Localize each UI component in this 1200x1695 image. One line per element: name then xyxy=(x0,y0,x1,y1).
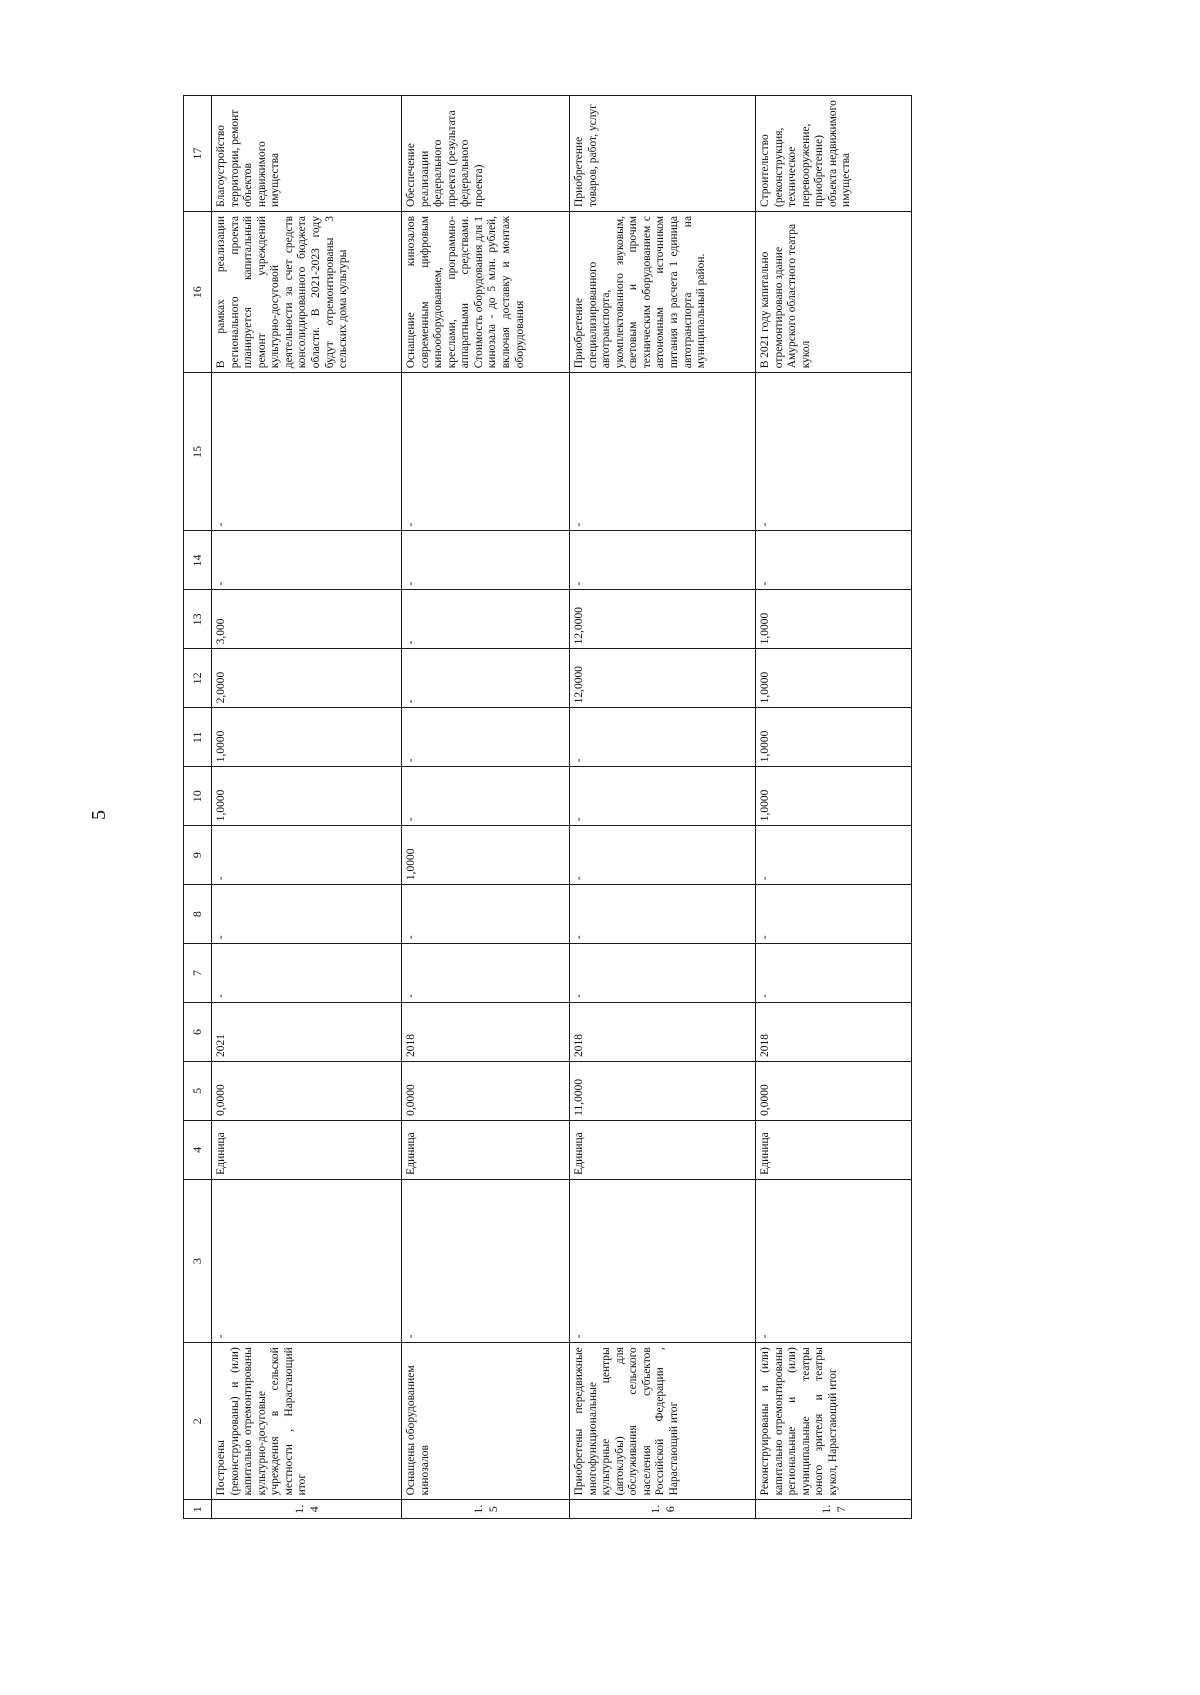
indicator-name: Реконструированы и (или) капитально отремонтированы региональные и (или) муниципальные театры юного зрителя и театры кукол, Нарастающий итог xyxy=(756,1343,912,1500)
cell-col-14: - xyxy=(756,531,912,590)
unit-cell: Единица xyxy=(570,1120,756,1179)
row-id: 1.5 xyxy=(402,1500,570,1519)
cell-col-12: 1,0000 xyxy=(756,649,912,708)
indicator-name: Приобретены передвижные многофункциональные культурные центры (автоклубы) для обслуживания сельского населения субъектов Российской Федерации , Нарастающий итог xyxy=(570,1343,756,1500)
cell-col-8: - xyxy=(570,885,756,944)
cell-col-14: - xyxy=(402,531,570,590)
cell-col-11: - xyxy=(402,708,570,767)
col-header-3: 3 xyxy=(184,1179,212,1342)
cell-col-13: 1,0000 xyxy=(756,590,912,649)
table-row xyxy=(402,96,570,1519)
rotated-table-wrapper xyxy=(183,95,911,1519)
col-header-17: 17 xyxy=(184,96,212,212)
cell-col-15: - xyxy=(402,373,570,531)
row-id: 1.6 xyxy=(570,1500,756,1519)
cell-col-14: - xyxy=(570,531,756,590)
indicator-name: Построены (реконструированы) и (или) капитально отремонтированы культурно-досуговые учреждения в сельской местности , Нарастающий итог xyxy=(212,1343,402,1500)
cell-col-14: - xyxy=(212,531,402,590)
page-number: 5 xyxy=(88,810,110,820)
cell-col-8: - xyxy=(756,885,912,944)
unit-cell: Единица xyxy=(756,1120,912,1179)
description-cell: Оснащение кинозалов современным цифровым кинооборудованием, креслами, программно-аппаратными средствами. Стоимость оборудования для 1 кинозала - до 5 млн. рублей, включая доставку и монтаж оборудования xyxy=(402,211,570,372)
base-value-cell: 0,0000 xyxy=(756,1061,912,1120)
table-row xyxy=(570,96,756,1519)
cell-col-3: - xyxy=(570,1179,756,1342)
col-header-10: 10 xyxy=(184,767,212,826)
type-cell: Благоустройство территории, ремонт объектов недвижимого имущества xyxy=(212,96,402,212)
indicators-table xyxy=(183,95,912,1519)
cell-col-11: 1,0000 xyxy=(756,708,912,767)
base-year-cell: 2018 xyxy=(756,1003,912,1062)
cell-col-8: - xyxy=(402,885,570,944)
cell-col-13: - xyxy=(402,590,570,649)
cell-col-7: - xyxy=(756,944,912,1003)
type-cell: Приобретение товаров, работ, услуг xyxy=(570,96,756,212)
cell-col-15: - xyxy=(756,373,912,531)
cell-col-15: - xyxy=(570,373,756,531)
cell-col-10: 1,0000 xyxy=(756,767,912,826)
cell-col-7: - xyxy=(212,944,402,1003)
col-header-4: 4 xyxy=(184,1120,212,1179)
type-cell: Обеспечение реализации федерального проекта (результата федерального проекта) xyxy=(402,96,570,212)
cell-col-13: 3,000 xyxy=(212,590,402,649)
cell-col-9: - xyxy=(212,826,402,885)
col-header-2: 2 xyxy=(184,1343,212,1500)
cell-col-9: - xyxy=(570,826,756,885)
col-header-7: 7 xyxy=(184,944,212,1003)
cell-col-3: - xyxy=(402,1179,570,1342)
base-year-cell: 2018 xyxy=(570,1003,756,1062)
type-cell: Строительство (реконструкция, техническое перевооружение, приобретение) объекта недвижимого имущества xyxy=(756,96,912,212)
col-header-1: 1 xyxy=(184,1500,212,1519)
unit-cell: Единица xyxy=(212,1120,402,1179)
col-header-15: 15 xyxy=(184,373,212,531)
base-value-cell: 11,0000 xyxy=(570,1061,756,1120)
base-value-cell: 0,0000 xyxy=(402,1061,570,1120)
row-id: 1.4 xyxy=(212,1500,402,1519)
cell-col-11: - xyxy=(570,708,756,767)
cell-col-11: 1,0000 xyxy=(212,708,402,767)
cell-col-7: - xyxy=(570,944,756,1003)
base-value-cell: 0,0000 xyxy=(212,1061,402,1120)
col-header-11: 11 xyxy=(184,708,212,767)
cell-col-15: - xyxy=(212,373,402,531)
col-header-13: 13 xyxy=(184,590,212,649)
cell-col-10: - xyxy=(402,767,570,826)
col-header-14: 14 xyxy=(184,531,212,590)
description-cell: В 2021 году капитально отремонтировано здание Амурского областного театра кукол xyxy=(756,211,912,372)
cell-col-12: - xyxy=(402,649,570,708)
base-year-cell: 2021 xyxy=(212,1003,402,1062)
description-cell: Приобретение специализированного автотранспорта, укомплектованного звуковым, световым и прочим техническим оборудованием с автономным источником питания из расчета 1 единица автотранспорта на муниципальный район. xyxy=(570,211,756,372)
row-id: 1.7 xyxy=(756,1500,912,1519)
base-year-cell: 2018 xyxy=(402,1003,570,1062)
cell-col-12: 12,0000 xyxy=(570,649,756,708)
cell-col-7: - xyxy=(402,944,570,1003)
unit-cell: Единица xyxy=(402,1120,570,1179)
cell-col-9: 1,0000 xyxy=(402,826,570,885)
cell-col-9: - xyxy=(756,826,912,885)
header-row xyxy=(184,96,212,1519)
description-cell: В рамках реализации регионального проекта планируется капитальный ремонт учреждений культурно-досуговой деятельности за счет средств консолидированного бюджета области. В 2021-2023 году будут отремонтированы 3 сельских дома культуры xyxy=(212,211,402,372)
cell-col-10: - xyxy=(570,767,756,826)
table-row xyxy=(212,96,402,1519)
col-header-9: 9 xyxy=(184,826,212,885)
cell-col-10: 1,0000 xyxy=(212,767,402,826)
cell-col-8: - xyxy=(212,885,402,944)
col-header-5: 5 xyxy=(184,1061,212,1120)
col-header-12: 12 xyxy=(184,649,212,708)
table-row xyxy=(756,96,912,1519)
cell-col-3: - xyxy=(756,1179,912,1342)
col-header-6: 6 xyxy=(184,1003,212,1062)
col-header-16: 16 xyxy=(184,211,212,372)
cell-col-12: 2,0000 xyxy=(212,649,402,708)
col-header-8: 8 xyxy=(184,885,212,944)
indicator-name: Оснащены оборудованием кинозалов xyxy=(402,1343,570,1500)
cell-col-3: - xyxy=(212,1179,402,1342)
cell-col-13: 12,0000 xyxy=(570,590,756,649)
